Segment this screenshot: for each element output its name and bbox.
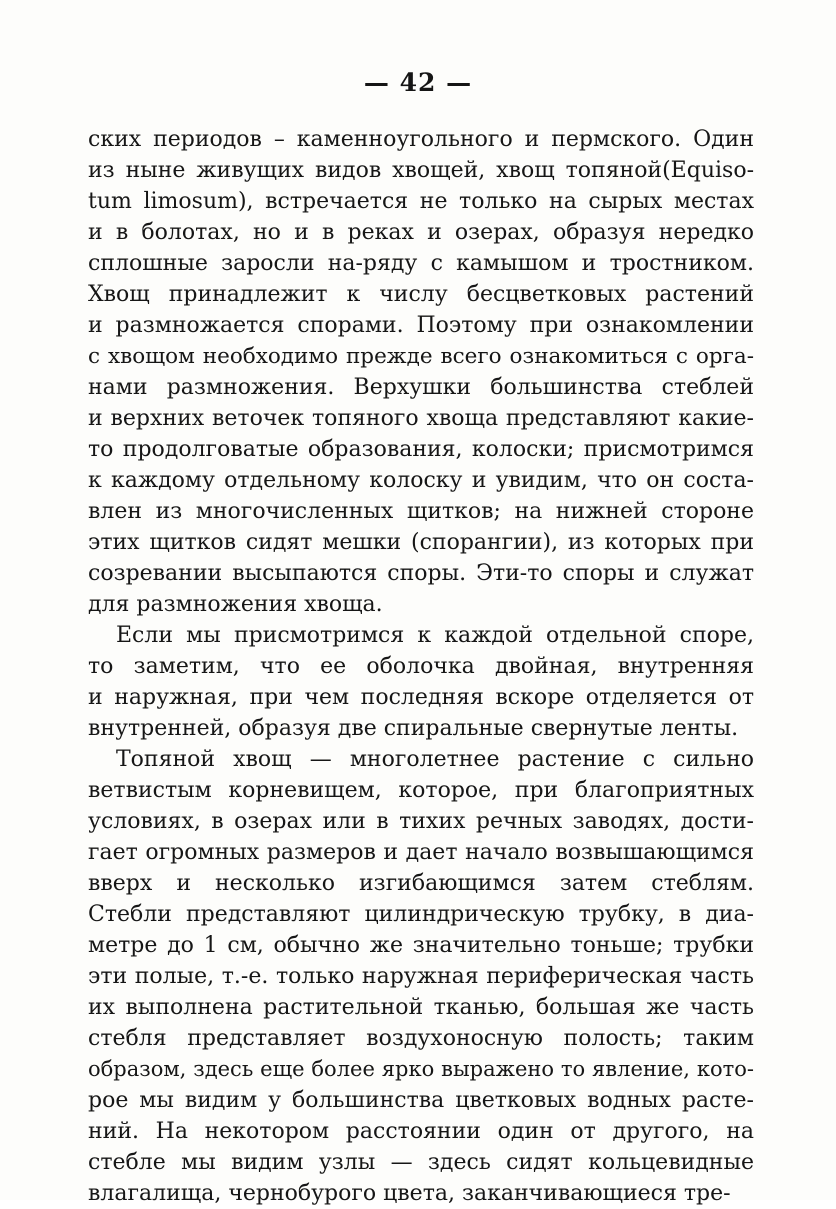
text-line: к каждому отдельному колоску и увидим, что он соста- [88, 468, 754, 493]
text-line: стебля представляет воздухоносную полость; таким [88, 1026, 754, 1051]
text-line: Топяной хвощ — многолетнее растение с сильно [116, 747, 754, 772]
text-line: с хвощом необходимо прежде всего ознакомиться с орга- [88, 344, 754, 369]
text-line: нами размножения. Верхушки большинства стеблей [88, 375, 754, 400]
text-line: ветвистым корневищем, которое, при благоприятных [88, 778, 754, 803]
paragraph [88, 744, 754, 1209]
text-line: из ныне живущих видов хвощей, хвощ топяной(Equiso- [88, 158, 754, 183]
text-line: и размножается спорами. Поэтому при ознакомлении [88, 313, 754, 338]
text-line: их выполнена растительной тканью, большая же часть [88, 995, 754, 1020]
text-line: стебле мы видим узлы — здесь сидят кольцевидные [88, 1150, 754, 1175]
text-line: tum limosum), встречается не только на сырых местах [88, 189, 754, 214]
text-line: этих щитков сидят мешки (спорангии), из которых при [88, 530, 754, 555]
paragraph [88, 124, 754, 620]
text-line: внутренней, образуя две спиральные свернутые ленты. [88, 716, 739, 741]
text-line: условиях, в озерах или в тихих речных заводях, дости- [88, 809, 754, 834]
text-line: рое мы видим у большинства цветковых водных расте- [88, 1088, 754, 1113]
text-line: и в болотах, но и в реках и озерах, образуя нередко [88, 220, 754, 245]
text-line: образом, здесь еще более ярко выражено то явление, кото- [88, 1057, 754, 1081]
text-line: Хвощ принадлежит к числу бесцветковых растений [88, 282, 754, 307]
text-line: метре до 1 см, обычно же значительно тоньше; трубки [88, 933, 754, 958]
text-line: то продолговатые образования, колоски; присмотримся [88, 437, 754, 462]
text-line: влен из многочисленных щитков; на нижней стороне [88, 499, 754, 524]
page-number: — 42 — [363, 68, 473, 97]
text-line: для размножения хвоща. [88, 592, 383, 617]
text-line: то заметим, что ее оболочка двойная, внутренняя [88, 654, 754, 679]
body-text [88, 124, 754, 1209]
text-line: созревании высыпаются споры. Эти-то споры и служат [88, 561, 754, 586]
text-line: ских периодов – каменноугольного и пермского. Один [88, 127, 754, 152]
text-line: Если мы присмотримся к каждой отдельной споре, [116, 623, 754, 648]
text-line: и верхних веточек топяного хвоща представляют какие- [88, 406, 754, 431]
text-line: сплошные заросли на-ряду с камышом и тростником. [88, 251, 754, 276]
text-line: влагалища, чернобурого цвета, заканчивающиеся тре- [88, 1181, 731, 1206]
text-line: и наружная, при чем последняя вскоре отделяется от [88, 685, 754, 710]
paragraph [88, 620, 754, 744]
text-line: ний. На некотором расстоянии один от другого, на [88, 1119, 754, 1144]
text-line: Стебли представляют цилиндрическую трубку, в диа- [88, 902, 754, 927]
text-line: эти полые, т.-е. только наружная периферическая часть [88, 964, 754, 989]
text-line: вверх и несколько изгибающимся затем стеблям. [88, 871, 754, 896]
text-line: гает огромных размеров и дает начало возвышающимся [88, 840, 754, 865]
